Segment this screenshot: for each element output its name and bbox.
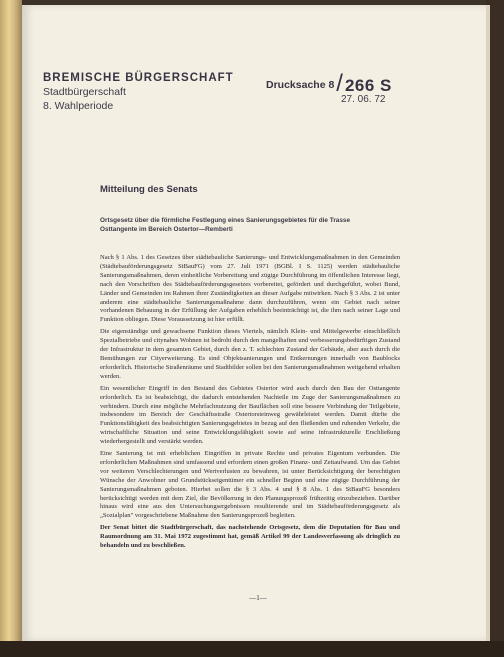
legislative-period: 8. Wahlperiode	[43, 100, 114, 112]
drucksache-label: Drucksache 8	[266, 79, 335, 91]
header-block	[43, 72, 234, 112]
body-text	[100, 254, 400, 554]
org-name: BREMISCHE BÜRGERSCHAFT	[43, 72, 234, 84]
paragraph-1: Nach § 1 Abs. 1 des Gesetzes über städtebauliche Sanierungs- und Entwicklungsmaßnahmen in den Gemeinden (Städtebauförderungsgesetz StBauFG) vom 27. Juli 1971 (BGBl. I S. 1125) werden städtebauliche Sanierungsmaßnahmen, deren einheitliche Vorbereitung und zügige Durchführung im öffentlichen Interesse liegt, nach den Vorschriften des Städtebauförderungsgesetzes vorbereitet, gefördert und durchgeführt, wobei Bund, Länder und Gemeinden im Rahmen ihrer Zuständigkeiten an dieser Aufgabe mitwirken. Nach § 3 Abs. 2 ist unter anderem eine städtebauliche Sanierungsmaßnahme dann durchzuführen, wenn ein Gebiet nach seiner vorhandenen Bebauung in der Erfüllung der Aufgaben erheblich beeinträchtigt ist, die ihm nach seiner Lage und Funktion obliegen. Diese Voraussetzung ist hier erfüllt.	[100, 254, 400, 324]
subject-heading	[100, 216, 400, 234]
background-bottom	[0, 641, 504, 657]
subject-line-1: Ortsgesetz über die förmliche Festlegung eines Sanierungsgebietes für die Trasse	[100, 217, 351, 224]
drucksache-slash: /	[336, 70, 343, 97]
binder-edge	[0, 0, 22, 657]
paragraph-4: Eine Sanierung ist mit erheblichen Eingriffen in private Rechte und privates Eigentum verbunden. Die erforderlichen Maßnahmen sind umfassend und erfordern einen großen Finanz- und Zeitaufwand. Um das Gebiet vor weiteren Verschlechterungen und Wertverlusten zu bewahren, ist unter Berücksichtigung der berechtigten Wünsche der Anwohner und Grundstückseigentümer ein schneller Beginn und eine zügige Durchführung der Sanierungsmaßnahmen geboten. Hierbei sollen die § 3 Abs. 4 und § 8 Abs. 1 des StBauFG besonders berücksichtigt werden mit dem Ziel, die Bevölkerung in den Planungsprozeß frühzeitig einzubeziehen. Darüber hinaus wird eine aus den Untersuchungsergebnissen resultierende und im Städtebauförderungsgesetz als „Sozialplan" vorgeschriebene Maßnahme den Sanierungsprozeß begleiten.	[100, 450, 400, 520]
paragraph-2: Die eigenständige und gewachsene Funktion dieses Viertels, nämlich Klein- und Mittelgewerbe einschließlich Spezialbetriebe und citynahes Wohnen ist bedroht durch den mangelhaften und verbesserungsbedürftigen Zustand der Infrastruktur in dem gesamten Gebiet, durch den z. T. schlechten Zustand der Gebäude, aber auch durch die Bemühungen zur Cityerweiterung. Es sind Objektsanierungen und Entkernungen innerhalb von Baublocks erforderlich. Historische Straßenräume und Stadtbilder sollen bei den Sanierungsmaßnahmen weitgehend erhalten werden.	[100, 328, 400, 380]
closing-paragraph: Der Senat bittet die Stadtbürgerschaft, das nachstehende Ortsgesetz, dem die Deputation für Bau und Raumordnung am 31. Mai 1972 zugestimmt hat, gemäß Artikel 99 der Landesverfassung als dringlich zu behandeln und zu beschließen.	[100, 524, 400, 550]
paragraph-3: Ein wesentlicher Eingriff in den Bestand des Gebietes Ostertor wird auch durch den Bau der Osttangente erforderlich. Es ist beabsichtigt, die dadurch entstehenden Nachteile im Zuge der Sanierungsmaßnahmen zu verhindern. Durch eine mögliche Mehrfachnutzung der Bauflächen soll eine bessere Verbindung der Teilgebiete, insbesondere im Bereich der Geschäftsstraße Ostertorsteinweg gewährleistet werden. Damit dürfte die Funktionsfähigkeit des beabsichtigten Sanierungsgebietes in bezug auf den fließenden und ruhenden Verkehr, die wirtschaftliche Situation und seine Entwicklungsfähigkeit sowie auf seine infrastrukturelle Erschließung wiederhergestellt und verstärkt werden.	[100, 384, 400, 446]
page-number: —1—	[249, 594, 267, 602]
document-date: 27. 06. 72	[341, 94, 386, 105]
drucksache-number: 266 S	[344, 76, 392, 95]
page-edge	[486, 5, 490, 641]
document-title: Mitteilung des Senats	[100, 184, 198, 195]
subject-line-2: Osttangente im Bereich Ostertor—Remberti	[100, 226, 233, 233]
parliament-body: Stadtbürgerschaft	[43, 86, 126, 98]
